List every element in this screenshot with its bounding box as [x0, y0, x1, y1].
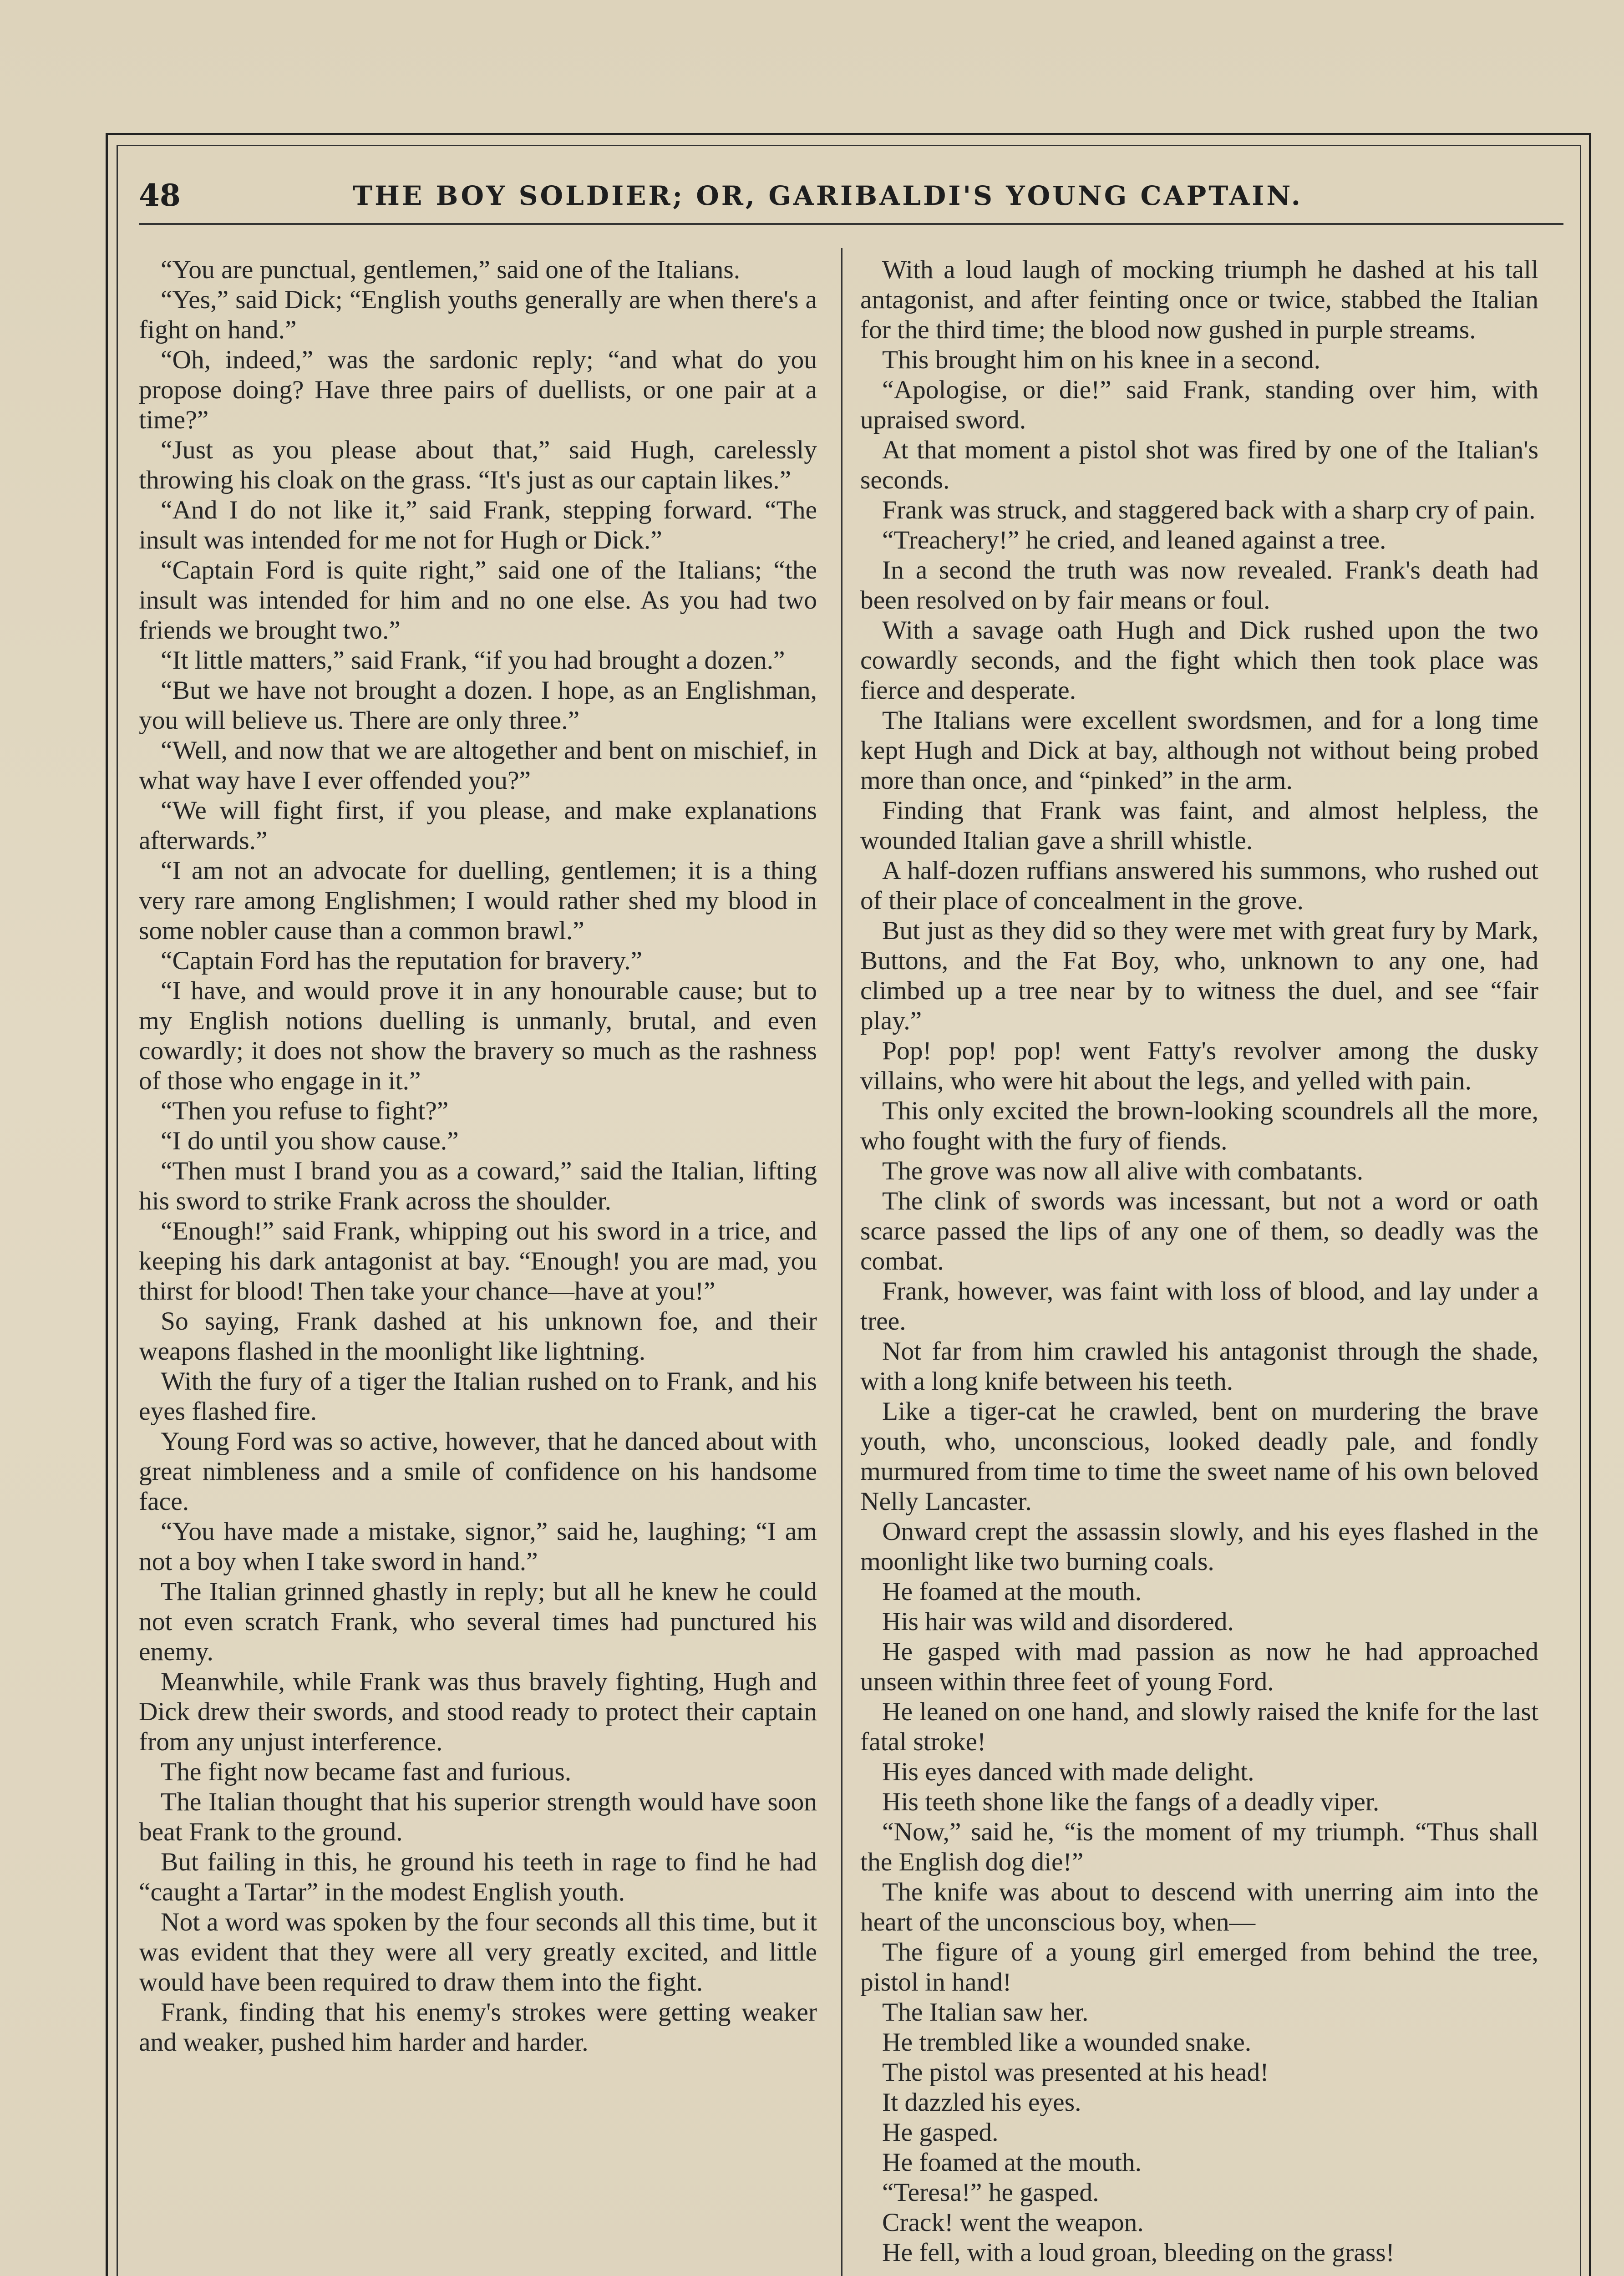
paragraph: “It little matters,” said Frank, “if you had brought a dozen.”	[161, 646, 785, 675]
paragraph: “Treachery!” he cried, and leaned against a tree.	[882, 526, 1386, 554]
paragraph: “Then you refuse to fight?”	[161, 1097, 449, 1125]
paragraph: He gasped.	[882, 2118, 999, 2147]
paragraph: The knife was about to descend with unerring aim into the heart of the unconscious boy, when—	[860, 1878, 1538, 1936]
column-divider	[841, 248, 842, 2276]
paragraph: He foamed at the mouth.	[882, 1577, 1142, 1606]
paragraph: The fight now became fast and furious.	[161, 1758, 572, 1786]
paragraph: His hair was wild and disordered.	[882, 1607, 1234, 1636]
paragraph: The grove was now all alive with combatants.	[882, 1157, 1364, 1185]
paragraph: “Enough!” said Frank, whipping out his sword in a trice, and keeping his dark antagonist at bay. “Enough! you are mad, you thirst for blood! Then take your chance—have at you!”	[139, 1217, 817, 1306]
paragraph: His teeth shone like the fangs of a deadly viper.	[882, 1788, 1380, 1816]
paragraph: Frank was struck, and staggered back with a sharp cry of pain.	[882, 496, 1536, 524]
paragraph: With a savage oath Hugh and Dick rushed upon the two cowardly seconds, and the fight which then took place was fierce and desperate.	[860, 616, 1538, 705]
paragraph: At that moment a pistol shot was fired by one of the Italian's seconds.	[860, 436, 1538, 494]
paragraph: It dazzled his eyes.	[882, 2088, 1081, 2117]
paragraph: But failing in this, he ground his teeth in rage to find he had “caught a Tartar” in the modest English youth.	[139, 1848, 817, 1906]
paragraph: “I have, and would prove it in any honourable cause; but to my English notions duelling is unmanly, brutal, and even cowardly; it does not show the bravery so much as the rashness of those who engage in it.”	[139, 976, 817, 1095]
paragraph: “I am not an advocate for duelling, gentlemen; it is a thing very rare among Englishmen; I would rather shed my blood in some nobler cause than a common brawl.”	[139, 856, 817, 945]
paragraph: “You are punctual, gentlemen,” said one of the Italians.	[161, 255, 741, 284]
paragraph: Pop! pop! pop! went Fatty's revolver among the dusky villains, who were hit about the legs, and yelled with pain.	[860, 1036, 1538, 1095]
paragraph: The Italian saw her.	[882, 1998, 1089, 2027]
paragraph: The pistol was presented at his head!	[882, 2058, 1269, 2087]
paragraph: He foamed at the mouth.	[882, 2148, 1142, 2177]
paragraph: He leaned on one hand, and slowly raised the knife for the last fatal stroke!	[860, 1697, 1538, 1756]
paragraph: “Apologise, or die!” said Frank, standing over him, with upraised sword.	[860, 376, 1538, 434]
paragraph: Onward crept the assassin slowly, and his eyes flashed in the moonlight like two burning coals.	[860, 1517, 1538, 1576]
paragraph: “Yes,” said Dick; “English youths generally are when there's a fight on hand.”	[139, 285, 817, 344]
paragraph: Not far from him crawled his antagonist through the shade, with a long knife between his teeth.	[860, 1337, 1538, 1396]
paragraph: Frank, finding that his enemy's strokes were getting weaker and weaker, pushed him harder and harder.	[139, 1998, 817, 2057]
paragraph: This only excited the brown-looking scoundrels all the more, who fought with the fury of fiends.	[860, 1097, 1538, 1155]
running-title: THE BOY SOLDIER; OR, GARIBALDI'S YOUNG CAPTAIN.	[353, 180, 1303, 211]
paragraph: The Italians were excellent swordsmen, and for a long time kept Hugh and Dick at bay, although not without being probed more than once, and “pinked” in the arm.	[860, 706, 1538, 795]
paragraph: Frank, however, was faint with loss of blood, and lay under a tree.	[860, 1277, 1538, 1336]
paragraph: Meanwhile, while Frank was thus bravely fighting, Hugh and Dick drew their swords, and stood ready to protect their captain from any unjust interference.	[139, 1667, 817, 1756]
paragraph: With the fury of a tiger the Italian rushed on to Frank, and his eyes flashed fire.	[139, 1367, 817, 1426]
paragraph: He gasped with mad passion as now he had approached unseen within three feet of young Ford.	[860, 1637, 1538, 1696]
page-number: 48	[139, 178, 181, 213]
paragraph: A half-dozen ruffians answered his summons, who rushed out of their place of concealment in the grove.	[860, 856, 1538, 915]
paragraph: Like a tiger-cat he crawled, bent on murdering the brave youth, who, unconscious, looked deadly pale, and fondly murmured from time to time the sweet name of his own beloved Nelly Lancaster.	[860, 1397, 1538, 1516]
paragraph: “You have made a mistake, signor,” said he, laughing; “I am not a boy when I take sword in hand.”	[139, 1517, 817, 1576]
paragraph: This brought him on his knee in a second.	[882, 345, 1320, 374]
paragraph: Crack! went the weapon.	[882, 2208, 1144, 2237]
paragraph: His eyes danced with made delight.	[882, 1758, 1254, 1786]
paragraph: Finding that Frank was faint, and almost helpless, the wounded Italian gave a shrill whistle.	[860, 796, 1538, 855]
paragraph: “Just as you please about that,” said Hugh, carelessly throwing his cloak on the grass. “It's just as our captain likes.”	[139, 436, 817, 494]
paragraph: Young Ford was so active, however, that he danced about with great nimbleness and a smile of confidence on his handsome face.	[139, 1427, 817, 1516]
paragraph: With a loud laugh of mocking triumph he dashed at his tall antagonist, and after feinting once or twice, stabbed the Italian for the third time; the blood now gushed in purple streams.	[860, 255, 1538, 344]
left-text-column	[139, 255, 817, 2276]
paragraph: “Now,” said he, “is the moment of my triumph. “Thus shall the English dog die!”	[860, 1818, 1538, 1876]
paragraph: But just as they did so they were met with great fury by Mark, Buttons, and the Fat Boy, who, unknown to any one, had climbed up a tree near by to witness the duel, and see “fair play.”	[860, 916, 1538, 1035]
paragraph: He trembled like a wounded snake.	[882, 2028, 1252, 2057]
paragraph: “Teresa!” he gasped.	[882, 2178, 1099, 2207]
right-text-column	[860, 255, 1538, 2276]
paragraph: “I do until you show cause.”	[161, 1127, 459, 1155]
paragraph: So saying, Frank dashed at his unknown foe, and their weapons flashed in the moonlight like lightning.	[139, 1307, 817, 1366]
paragraph: He fell, with a loud groan, bleeding on the grass!	[882, 2238, 1395, 2267]
paragraph: “And I do not like it,” said Frank, stepping forward. “The insult was intended for me not for Hugh or Dick.”	[139, 496, 817, 554]
paragraph: “Oh, indeed,” was the sardonic reply; “and what do you propose doing? Have three pairs of duellists, or one pair at a time?”	[139, 345, 817, 434]
paragraph: “Then must I brand you as a coward,” said the Italian, lifting his sword to strike Frank across the shoulder.	[139, 1157, 817, 1215]
paragraph: The Italian thought that his superior strength would have soon beat Frank to the ground.	[139, 1788, 817, 1846]
paragraph: Not a word was spoken by the four seconds all this time, but it was evident that they were all very greatly excited, and little would have been required to draw them into the fight.	[139, 1908, 817, 1997]
paragraph: The clink of swords was incessant, but not a word or oath scarce passed the lips of any one of them, so deadly was the combat.	[860, 1187, 1538, 1275]
paragraph: In a second the truth was now revealed. Frank's death had been resolved on by fair means or foul.	[860, 556, 1538, 615]
paragraph: “But we have not brought a dozen. I hope, as an Englishman, you will believe us. There are only three.”	[139, 676, 817, 735]
paragraph: The Italian grinned ghastly in reply; but all he knew he could not even scratch Frank, who several times had punctured his enemy.	[139, 1577, 817, 1666]
paragraph: “Well, and now that we are altogether and bent on mischief, in what way have I ever offended you?”	[139, 736, 817, 795]
paragraph: The figure of a young girl emerged from behind the tree, pistol in hand!	[860, 1938, 1538, 1997]
paragraph: “Captain Ford is quite right,” said one of the Italians; “the insult was intended for him and no one else. As you had two friends we brought two.”	[139, 556, 817, 645]
paragraph: “We will fight first, if you please, and make explanations afterwards.”	[139, 796, 817, 855]
paragraph: “Captain Ford has the reputation for bravery.”	[161, 946, 643, 975]
page-header	[139, 178, 1563, 225]
